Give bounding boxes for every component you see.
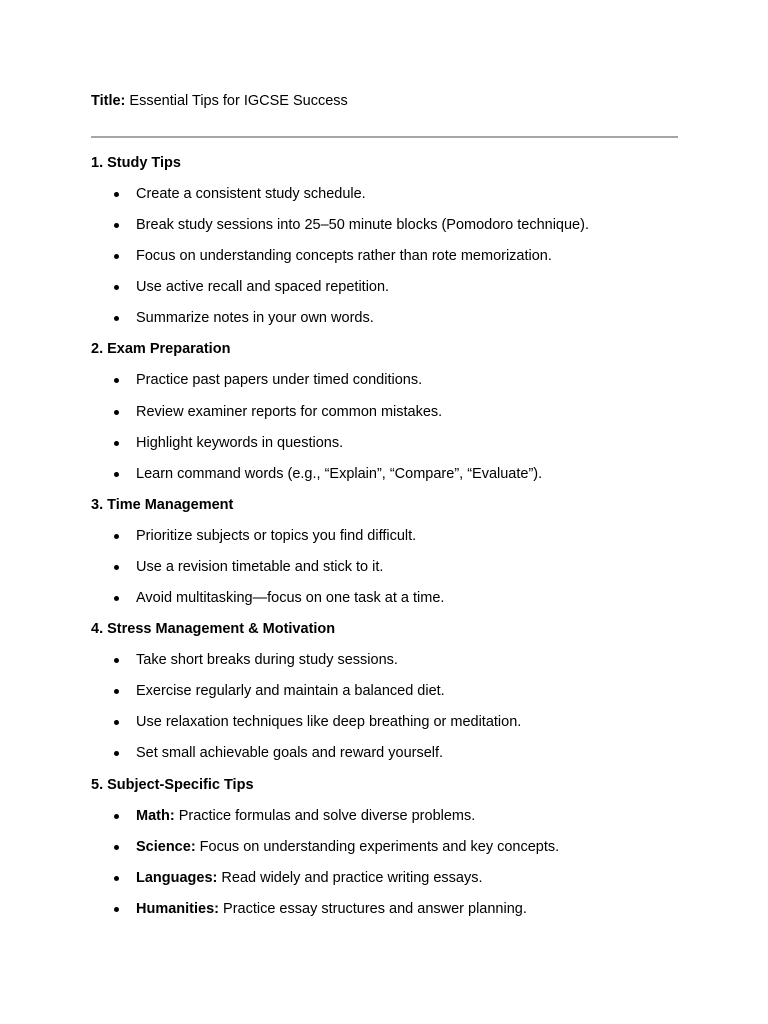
bullet-icon xyxy=(114,441,119,446)
list-item xyxy=(91,309,691,327)
bullet-icon xyxy=(114,378,119,383)
item-text: Avoid multitasking—focus on one task at a time. xyxy=(136,590,445,607)
title-label: Title: xyxy=(91,93,126,109)
list-item xyxy=(91,651,691,669)
title-text: Essential Tips for IGCSE Success xyxy=(125,93,348,109)
item-text: Review examiner reports for common mistakes. xyxy=(136,403,443,420)
item-text: Focus on understanding experiments and key concepts. xyxy=(195,838,560,855)
list-item xyxy=(91,589,691,607)
bullet-icon xyxy=(114,285,119,290)
item-text: Use relaxation techniques like deep breathing or meditation. xyxy=(136,714,522,731)
list-item xyxy=(91,869,691,887)
bullet-list xyxy=(91,807,691,918)
bullet-icon xyxy=(114,814,119,819)
bullet-icon xyxy=(114,689,119,694)
bullet-icon xyxy=(114,534,119,539)
list-item xyxy=(91,434,691,452)
item-key: Math: xyxy=(136,807,175,824)
bullet-icon xyxy=(114,658,119,663)
list-item xyxy=(91,278,691,296)
list-item xyxy=(91,838,691,856)
bullet-list xyxy=(91,651,691,762)
item-text: Set small achievable goals and reward yourself. xyxy=(136,745,444,762)
list-item xyxy=(91,713,691,731)
section-heading: 2. Exam Preparation xyxy=(91,341,231,358)
list-item xyxy=(91,216,691,234)
bullet-list xyxy=(91,527,691,607)
list-item xyxy=(91,682,691,700)
document-body xyxy=(91,154,691,931)
bullet-icon xyxy=(114,316,119,321)
bullet-icon xyxy=(114,845,119,850)
bullet-icon xyxy=(114,410,119,415)
document-title xyxy=(91,92,348,110)
item-text: Focus on understanding concepts rather than rote memorization. xyxy=(136,248,552,265)
item-text: Practice essay structures and answer planning. xyxy=(219,900,527,917)
section-heading: 4. Stress Management & Motivation xyxy=(91,621,336,638)
bullet-icon xyxy=(114,876,119,881)
list-item xyxy=(91,744,691,762)
item-text: Use a revision timetable and stick to it. xyxy=(136,558,384,575)
bullet-icon xyxy=(114,565,119,570)
section-heading: 3. Time Management xyxy=(91,496,234,513)
bullet-icon xyxy=(114,596,119,601)
list-item xyxy=(91,900,691,918)
item-key: Languages: xyxy=(136,869,218,886)
item-text: Exercise regularly and maintain a balanced diet. xyxy=(136,683,445,700)
bullet-icon xyxy=(114,720,119,725)
item-text: Create a consistent study schedule. xyxy=(136,186,366,202)
bullet-list xyxy=(91,371,691,482)
list-item xyxy=(91,247,691,265)
section-heading: 5. Subject-Specific Tips xyxy=(91,776,254,793)
item-text: Practice formulas and solve diverse problems. xyxy=(174,807,476,824)
item-text: Practice past papers under timed conditions. xyxy=(136,372,423,389)
item-text: Summarize notes in your own words. xyxy=(136,310,374,327)
item-key: Science: xyxy=(136,838,196,855)
section-heading: 1. Study Tips xyxy=(91,155,181,171)
item-text: Read widely and practice writing essays. xyxy=(217,869,483,886)
bullet-list xyxy=(91,185,691,327)
bullet-icon xyxy=(114,223,119,228)
item-key: Humanities: xyxy=(136,900,219,917)
bullet-icon xyxy=(114,472,119,477)
horizontal-rule xyxy=(91,136,678,138)
list-item xyxy=(91,403,691,421)
item-text: Highlight keywords in questions. xyxy=(136,434,344,451)
bullet-icon xyxy=(114,751,119,756)
list-item xyxy=(91,558,691,576)
list-item xyxy=(91,527,691,545)
bullet-icon xyxy=(114,907,119,912)
bullet-icon xyxy=(114,192,119,197)
list-item xyxy=(91,371,691,389)
list-item xyxy=(91,465,691,483)
item-text: Take short breaks during study sessions. xyxy=(136,652,398,669)
item-text: Learn command words (e.g., “Explain”, “Compare”, “Evaluate”). xyxy=(136,465,543,482)
list-item xyxy=(91,807,691,825)
item-text: Use active recall and spaced repetition. xyxy=(136,279,390,296)
item-text: Prioritize subjects or topics you find difficult. xyxy=(136,527,417,544)
list-item xyxy=(91,185,691,203)
bullet-icon xyxy=(114,254,119,259)
item-text: Break study sessions into 25–50 minute blocks (Pomodoro technique). xyxy=(136,217,589,234)
